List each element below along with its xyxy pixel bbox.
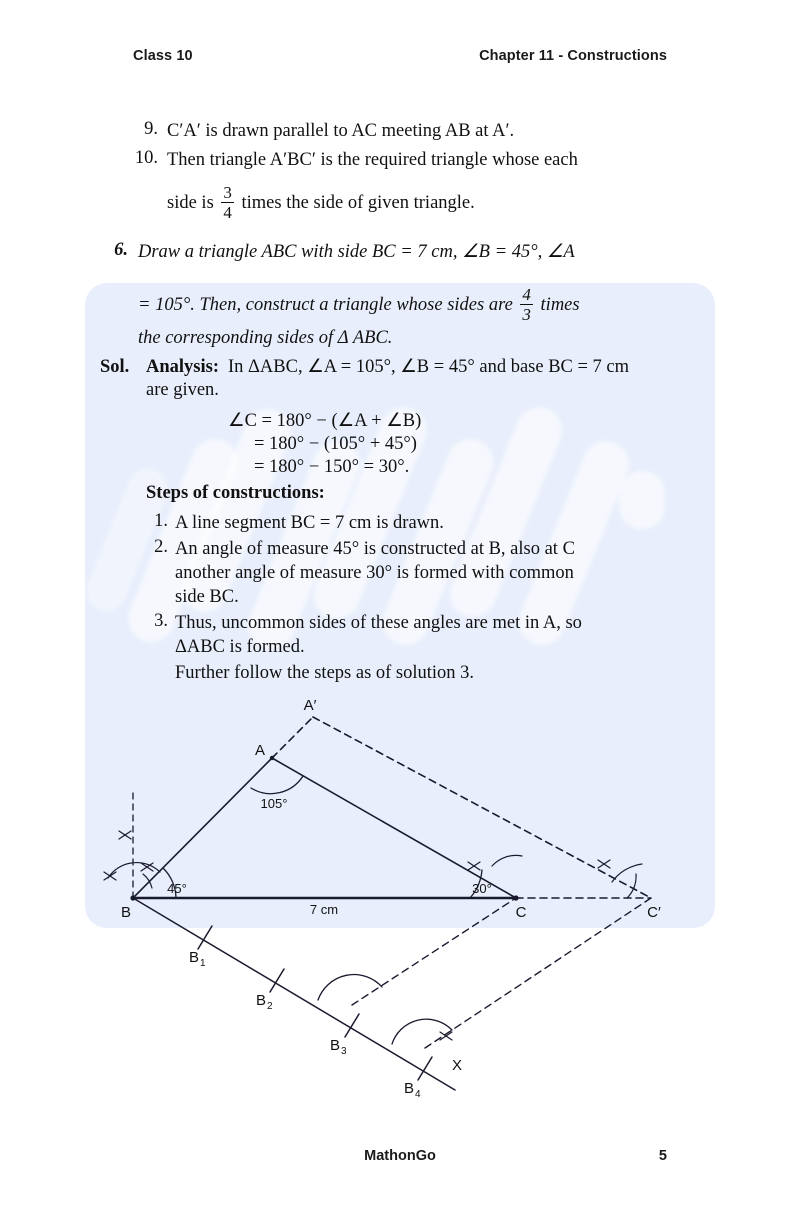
equation-line-3: = 180° − 150° = 30°. — [254, 457, 410, 477]
construction-step-1-number: 1. — [154, 511, 168, 531]
fraction-denominator: 3 — [522, 305, 531, 325]
fraction-denominator: 4 — [223, 203, 232, 223]
division-label-b2: B — [256, 992, 267, 1009]
cross-mark-b4 — [440, 1032, 452, 1040]
side-label-bc: 7 cm — [309, 902, 339, 917]
fraction-numerator: 4 — [522, 285, 531, 304]
compass-arc-c-prime-2 — [627, 874, 636, 898]
compass-cross-marks-c-prime — [598, 860, 610, 868]
division-label-b4-subscript: 4 — [415, 1089, 421, 1100]
compass-cross-marks-b — [104, 831, 153, 880]
construction-step-2-number: 2. — [154, 537, 168, 557]
solution-label: Sol. — [100, 357, 130, 377]
question-line-1: Draw a triangle ABC with side BC = 7 cm, ∠B = 45°, ∠A — [138, 242, 575, 262]
solution-closing-text: Further follow the steps as of solution 3. — [175, 663, 475, 683]
header-class-label: Class 10 — [133, 48, 193, 64]
analysis-label: Analysis: — [146, 357, 219, 377]
division-tick-marks — [198, 926, 432, 1080]
steps-heading: Steps of constructions: — [146, 483, 325, 503]
footer-page-number: 5 — [658, 1148, 667, 1164]
segment-b3-to-c-dashed — [352, 898, 516, 1005]
footer-brand-label: MathonGo — [364, 1148, 436, 1164]
question-line-2 — [138, 287, 580, 325]
division-label-b4: B — [404, 1080, 415, 1097]
question-text-after-fraction: times — [540, 295, 580, 316]
angle-label-c-30: 30° — [472, 881, 492, 896]
geometry-construction-figure — [0, 660, 800, 1100]
vertex-label-c-prime: C′ — [647, 904, 661, 921]
step-9-number: 9. — [144, 119, 158, 139]
analysis-line-1: In ΔABC, ∠A = 105°, ∠B = 45° and base BC = 7 cm — [228, 357, 630, 377]
step-10-fraction-line — [167, 185, 475, 223]
angle-arc-a-105 — [251, 776, 303, 794]
analysis-line-2: are given. — [146, 380, 219, 400]
step-10-text-before-fraction: side is — [167, 193, 214, 214]
compass-cross-marks-c — [468, 862, 480, 870]
division-label-b1: B — [189, 949, 200, 966]
construction-step-3-line-1: Thus, uncommon sides of these angles are met in A, so — [175, 613, 582, 633]
ray-bx — [133, 898, 455, 1090]
parallel-angle-arc-b4 — [392, 1019, 452, 1044]
segment-ba — [133, 758, 272, 898]
construction-step-1-line-1: A line segment BC = 7 cm is drawn. — [175, 513, 444, 533]
compass-arc-c — [492, 855, 522, 866]
vertex-label-a-prime: A′ — [303, 697, 317, 714]
division-label-b3: B — [330, 1037, 341, 1054]
construction-step-2-line-1: An angle of measure 45° is constructed at B, also at C — [175, 539, 575, 559]
construction-step-3-number: 3. — [154, 611, 168, 631]
header-chapter-label: Chapter 11 - Constructions — [479, 48, 667, 64]
segment-b4-to-c-prime-dashed — [425, 898, 651, 1048]
parallel-angle-arc-b3 — [318, 975, 382, 1000]
question-number: 6. — [114, 240, 128, 260]
division-point-labels — [189, 949, 421, 1100]
segment-ac — [272, 758, 516, 898]
fraction-four-thirds — [520, 286, 533, 324]
construction-step-2-line-3: side BC. — [175, 587, 239, 607]
angle-label-b-45: 45° — [167, 881, 187, 896]
vertex-label-a: A — [254, 742, 266, 759]
construction-step-2-line-2: another angle of measure 30° is formed with common — [175, 563, 574, 583]
ray-label-x: X — [451, 1057, 463, 1074]
vertex-label-c: C — [515, 904, 527, 921]
equation-line-1: ∠C = 180° − (∠A + ∠B) — [228, 411, 422, 431]
fraction-numerator: 3 — [223, 183, 232, 202]
vertex-dot-c — [513, 895, 518, 900]
vertex-label-b: B — [120, 904, 132, 921]
step-10-text: Then triangle A′BC′ is the required triangle whose each — [167, 150, 578, 170]
step-10-number: 10. — [134, 148, 158, 168]
step-10-text-after-fraction: times the side of given triangle. — [241, 193, 475, 214]
division-label-b3-subscript: 3 — [341, 1046, 347, 1057]
segment-aa-prime-dashed — [272, 717, 313, 758]
step-9-text: C′A′ is drawn parallel to AC meeting AB at A′. — [167, 121, 515, 141]
question-text-before-fraction: = 105°. Then, construct a triangle whose sides are — [138, 295, 513, 316]
question-line-3: the corresponding sides of Δ ABC. — [138, 328, 393, 348]
vertex-dot-a — [270, 756, 274, 760]
angle-arc-c-prime — [612, 864, 642, 882]
division-label-b2-subscript: 2 — [267, 1001, 273, 1012]
fraction-three-fourths — [221, 184, 234, 222]
angle-label-a-105: 105° — [260, 796, 288, 811]
vertex-dots — [130, 756, 518, 901]
vertex-dot-b — [130, 895, 135, 900]
construction-step-3-line-2: ΔABC is formed. — [175, 637, 305, 657]
equation-line-2: = 180° − (105° + 45°) — [254, 434, 417, 454]
division-label-b1-subscript: 1 — [200, 958, 206, 969]
